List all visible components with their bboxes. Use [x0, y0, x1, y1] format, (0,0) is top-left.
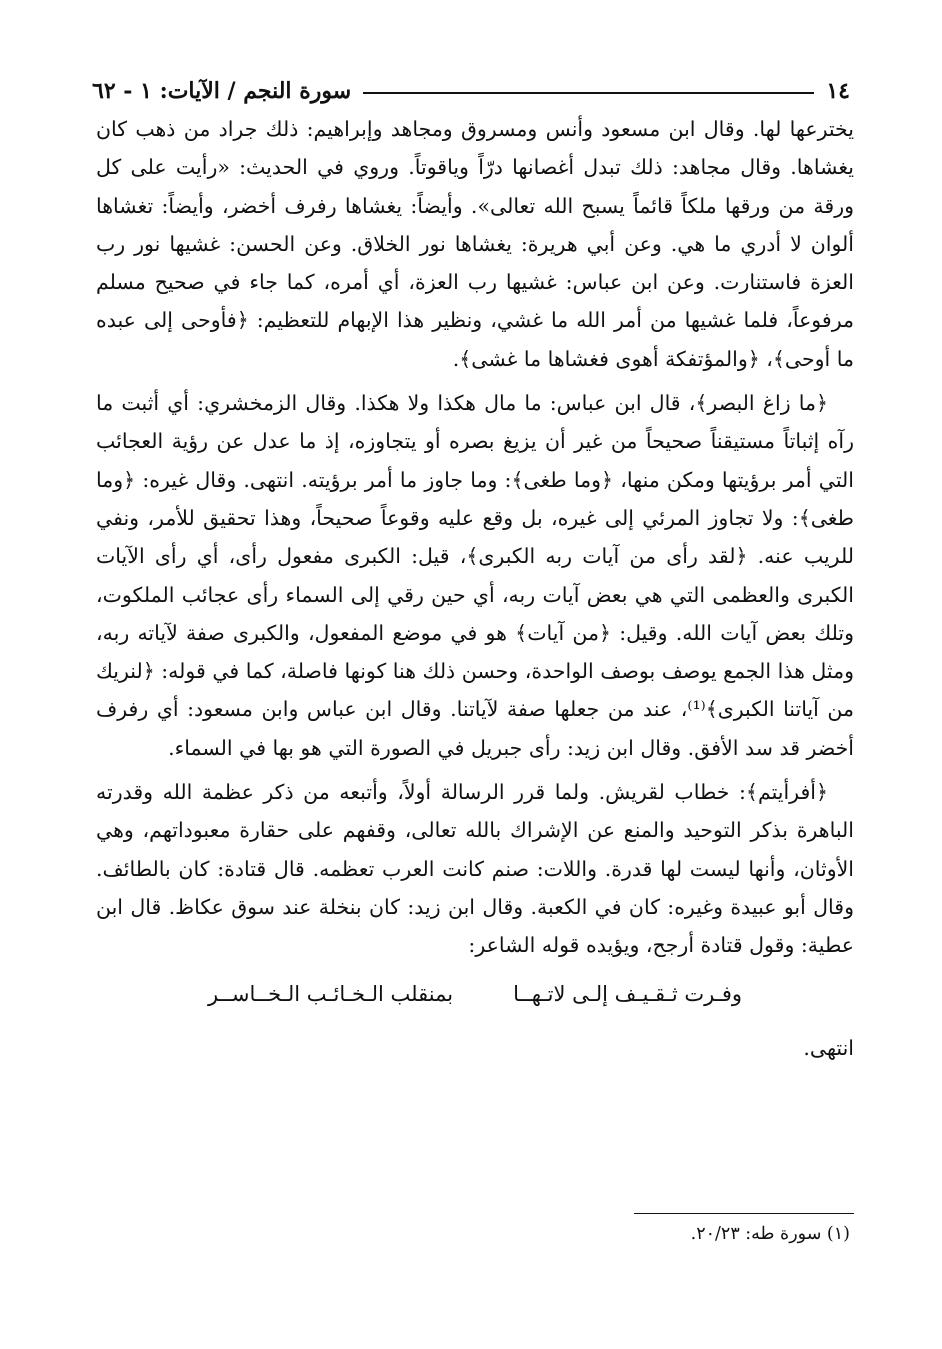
paragraph-3: ﴿أفرأيتم﴾: خطاب لقريش. ولما قرر الرسالة أولاً، وأتبعه من ذكر عظمة الله وقدرته الباهرة بذكر التوحيد والمنع عن الإشراك بالله تعالى، وقفهم على حقارة معبوداتهم، وهي الأوثان، وأنها ليست لها قدرة. واللات: صنم كانت العرب تعظمه. قال قتادة: كان بالطائف. وقال أبو عبيدة وغيره: كان في الكعبة. وقال ابن زيد: كان بنخلة عند سوق عكاظ. قال ابن عطية: وقول قتادة أرجح، ويؤيده قوله الشاعر:: [96, 780, 854, 958]
paragraph-1: يخترعها لها. وقال ابن مسعود وأنس ومسروق ومجاهد وإبراهيم: ذلك جراد من ذهب كان يغشاها. وقال مجاهد: ذلك تبدل أغصانها درّاً وياقوتاً. وروي في الحديث: «رأيت على كل ورقة من ورقها ملكاً قائماً يسبح الله تعالى». وأيضاً: يغشاها رفرف أخضر، وأيضاً: تغشاها ألوان لا أدري ما هي. وعن أبي هريرة: يغشاها نور الخلاق. وعن الحسن: غشيها نور رب العزة فاستنارت. وعن ابن عباس: غشيها رب العزة، أي أمره، كما جاء في صحيح مسلم مرفوعاً، فلما غشيها من أمر الله ما غشي، ونظير هذا الإبهام للتعظيم: ﴿فأوحى إلى عبده ما أوحى﴾، ﴿والمؤتفكة أهوى فغشاها ما غشى﴾.: [96, 117, 854, 371]
page-body: [96, 110, 854, 1073]
running-title: سورة النجم / الآيات: ١ - ٦٢: [92, 78, 352, 104]
header-rule: [363, 92, 814, 94]
closing-text: انتهى.: [803, 1035, 854, 1060]
page-header: [92, 68, 850, 104]
footnote: (١) سورة طه: ٢٠/٢٣.: [690, 1224, 850, 1244]
verse-first-hemistich: وفـرت ثـقـيـف إلـى لاتـهــا: [513, 981, 743, 1006]
verse-second-hemistich: بمنقلب الـخـائـب الـخــاســر: [207, 981, 454, 1006]
footnote-rule: [634, 1213, 854, 1214]
poetry-verse: [96, 975, 854, 1013]
page-number: ١٤: [826, 78, 850, 104]
paragraph-2: ﴿ما زاغ البصر﴾، قال ابن عباس: ما مال هكذا ولا هكذا. وقال الزمخشري: أي أثبت ما رآه إثباتاً مستيقناً صحيحاً من غير أن يزيغ بصره أو يتجاوزه، إذ ما عدل عن رؤية العجائب التي أمر برؤيتها ومكن منها، ﴿وما طغى﴾: وما جاوز ما أمر برؤيته. انتهى. وقال غيره: ﴿وما طغى﴾: ولا تجاوز المرئي إلى غيره، بل وقع عليه وقوعاً صحيحاً، وهذا تحقيق للأمر، ونفي للريب عنه. ﴿لقد رأى من آيات ربه الكبرى﴾، قيل: الكبرى مفعول رأى، أي رأى الآيات الكبرى والعظمى التي هي بعض آيات ربه، أي حين رقي إلى السماء رأى عجائب الملكوت، وتلك بعض آيات الله. وقيل: ﴿من آيات﴾ هو في موضع المفعول، والكبرى صفة لآياته ربه، ومثل هذا الجمع يوصف بوصف الواحدة، وحسن ذلك هنا كونها فاصلة، كما في قوله: ﴿لنريك من آياتنا الكبرى﴾⁽¹⁾، عند من جعلها صفة لآياتنا. وقال ابن عباس وابن مسعود: أي رفرف أخضر قد سد الأفق. وقال ابن زيد: رأى جبريل في الصورة التي هو بها في السماء.: [96, 391, 854, 760]
